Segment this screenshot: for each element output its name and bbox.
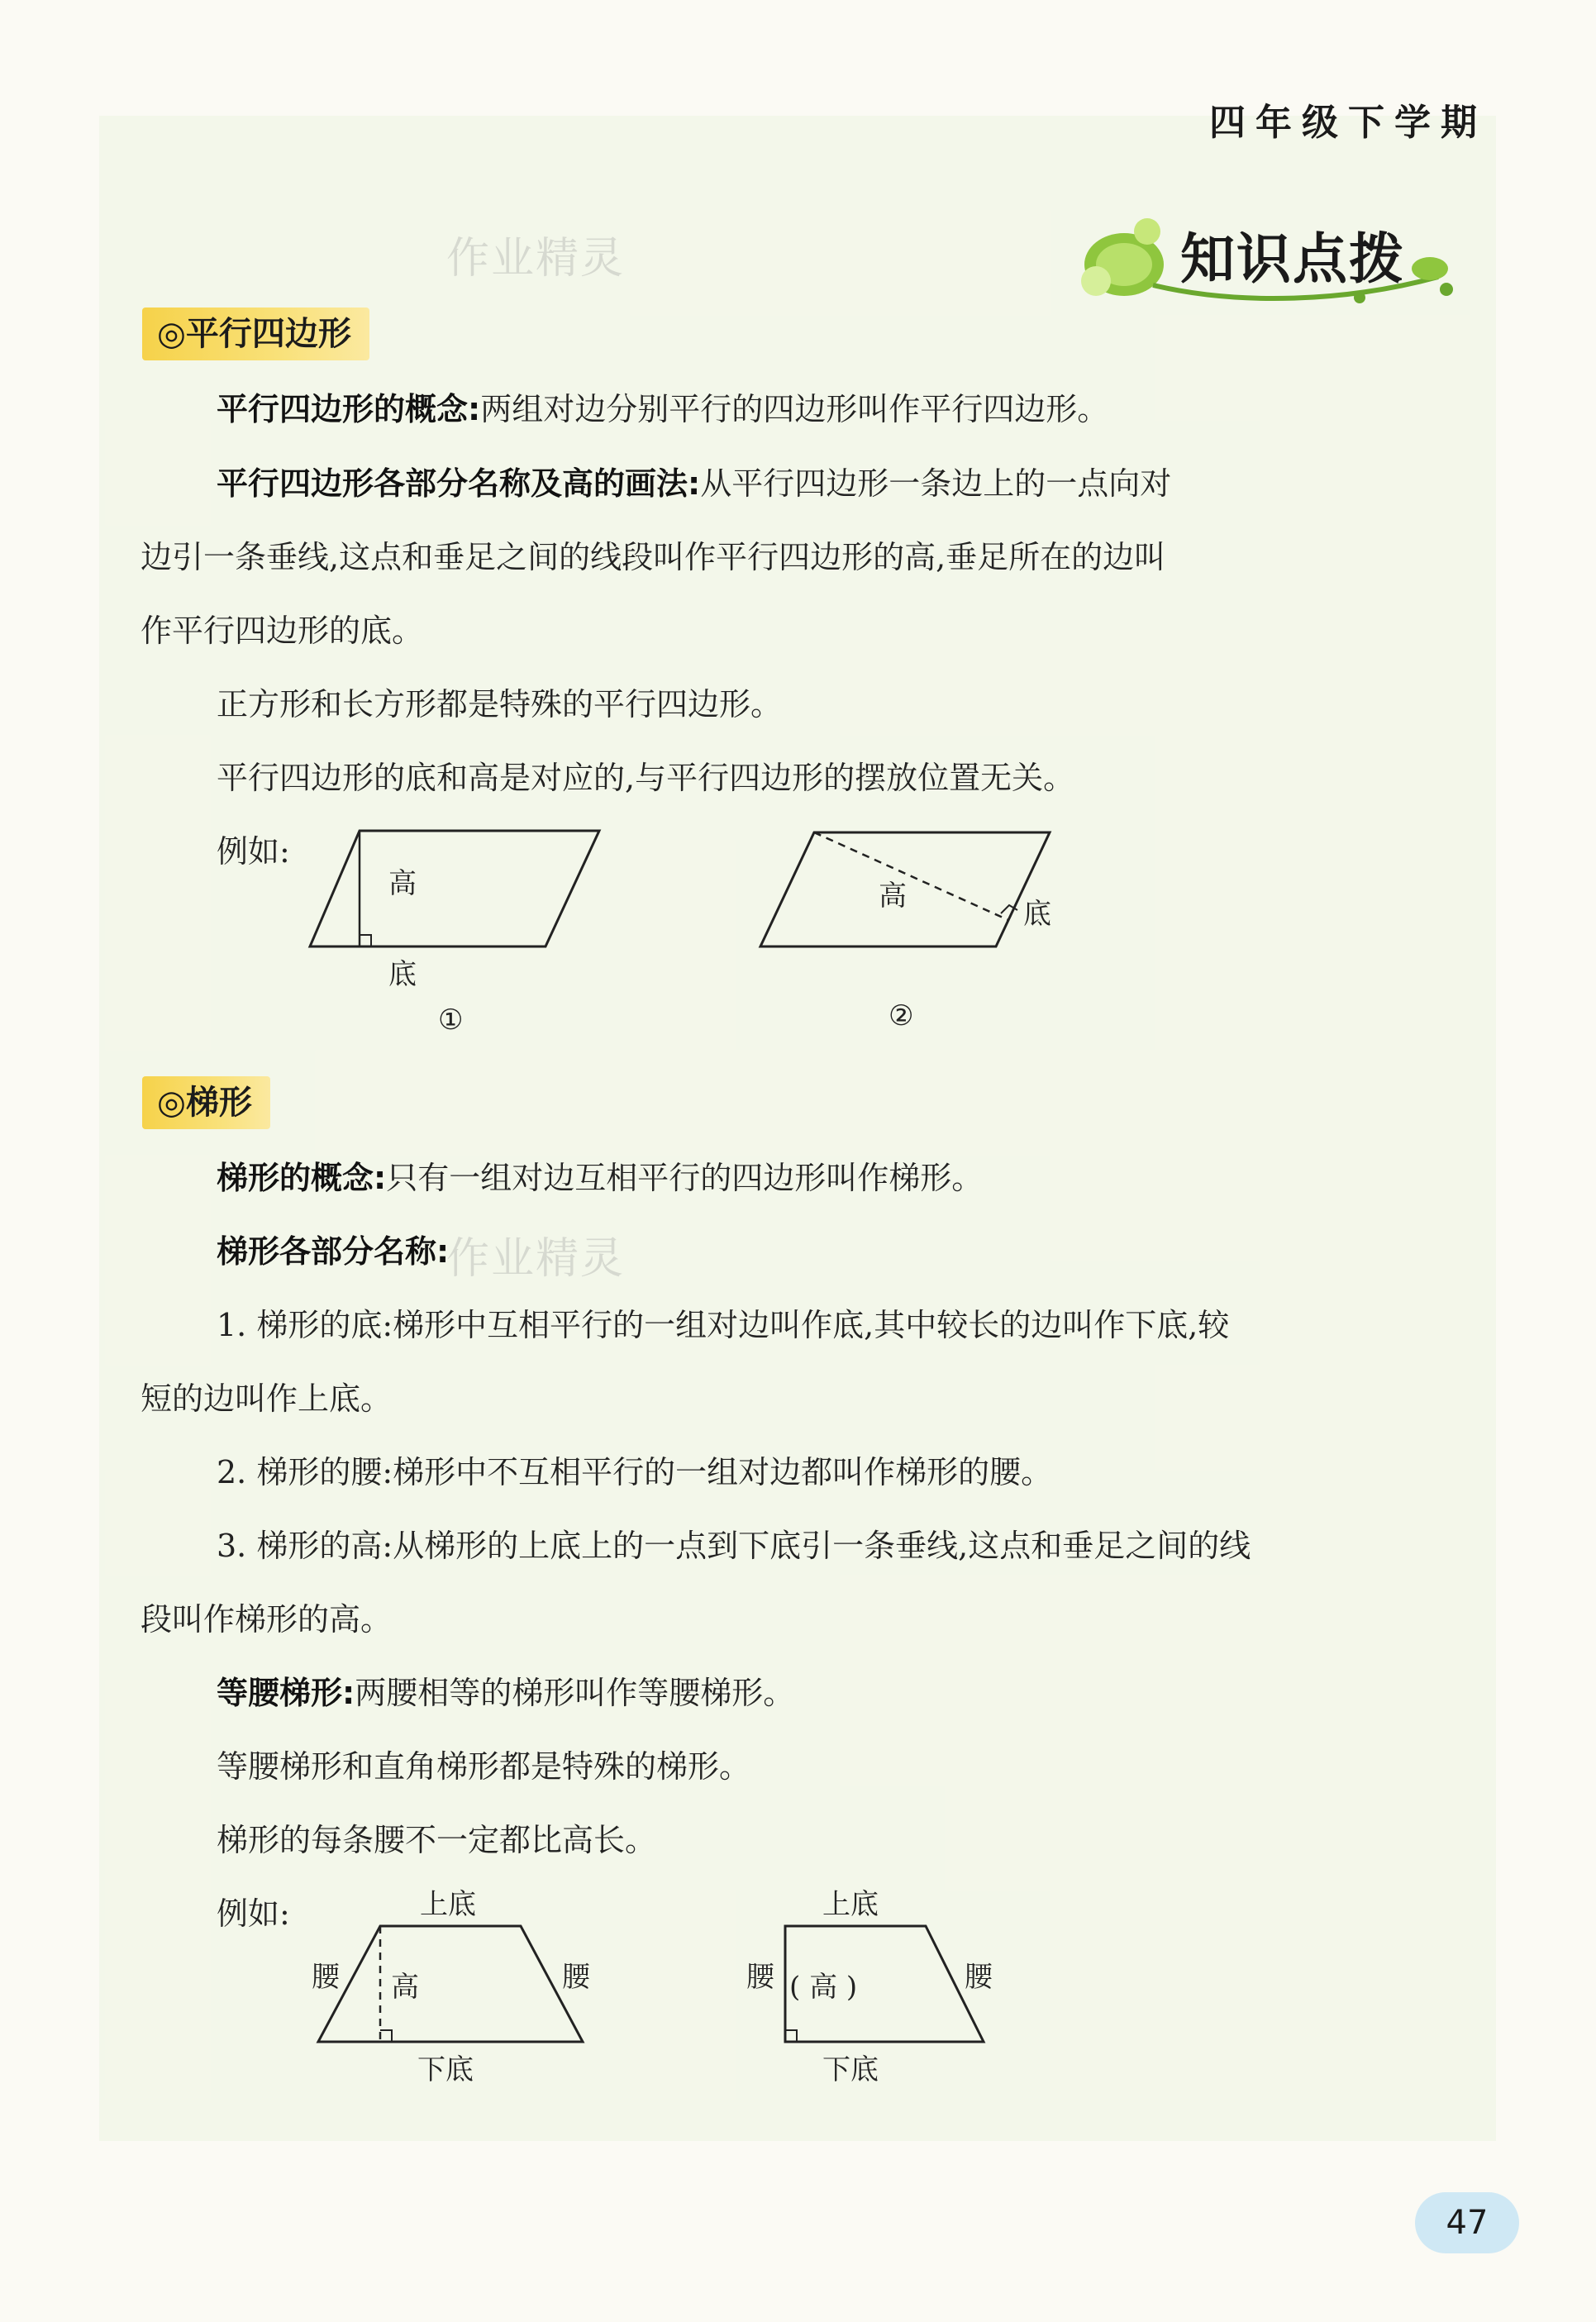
banner-title: 知识点拨 <box>1180 227 1405 291</box>
parallelogram-concept-label: 平行四边形的概念: <box>217 391 481 427</box>
parallelogram-concept-text: 两组对边分别平行的四边形叫作平行四边形。 <box>480 391 1109 427</box>
trapezoid-parts-label: 梯形各部分名称: <box>217 1233 450 1270</box>
trapezoid-concept <box>217 1157 983 1199</box>
fig1-height-label: 高 <box>388 867 417 900</box>
trap2-top-label: 上底 <box>822 1888 879 1921</box>
trap2-height: ( 高 ) <box>789 1971 858 2004</box>
trapezoid-item-2: 2. 梯形的腰:梯形中不互相平行的一组对边都叫作梯形的腰。 <box>217 1454 1053 1490</box>
parallelogram-parts-line3: 作平行四边形的底。 <box>141 613 424 649</box>
fig1-base-label: 底 <box>388 958 417 991</box>
parallelogram-parts <box>217 463 1171 504</box>
parallelogram-figure-2 <box>756 822 1087 1037</box>
knowledge-banner <box>1074 198 1463 310</box>
isosceles-label: 等腰梯形: <box>217 1675 355 1711</box>
watermark: 作业精灵 <box>446 234 626 284</box>
fig1-caption: ① <box>438 1004 464 1037</box>
parallelogram-concept <box>217 389 1108 430</box>
fig2-caption: ② <box>889 999 914 1032</box>
trap1-bottom-label: 下底 <box>417 2053 474 2086</box>
parallelogram-example-label: 例如: <box>217 833 290 870</box>
trapezoid-concept-label: 梯形的概念: <box>217 1160 387 1196</box>
trapezoid-concept-text: 只有一组对边互相平行的四边形叫作梯形。 <box>386 1160 984 1196</box>
parallelogram-corresponding: 平行四边形的底和高是对应的,与平行四边形的摆放位置无关。 <box>217 760 1075 796</box>
trapezoid-special: 等腰梯形和直角梯形都是特殊的梯形。 <box>217 1748 751 1785</box>
trap1-height: 高 <box>391 1971 419 2004</box>
trap2-leg-left: 腰 <box>746 1961 774 1994</box>
trap2-bottom-label: 下底 <box>822 2053 879 2086</box>
trap1-leg-left: 腰 <box>312 1961 340 1994</box>
isosceles-text: 两腰相等的梯形叫作等腰梯形。 <box>355 1675 795 1711</box>
trap2-leg-right: 腰 <box>965 1961 993 1994</box>
trapezoid-item-1-cont: 短的边叫作上底。 <box>141 1380 393 1417</box>
trapezoid-item-1: 1. 梯形的底:梯形中互相平行的一组对边叫作底,其中较长的边叫作下底,较 <box>217 1307 1230 1343</box>
isosceles-trapezoid <box>217 1672 794 1714</box>
trapezoid-parts <box>217 1231 449 1272</box>
trapezoid-figure-1 <box>302 1876 624 2091</box>
section-tag-parallelogram: ◎平行四边形 <box>142 308 369 360</box>
page-number: 47 <box>1415 2192 1519 2253</box>
parallelogram-parts-line2: 边引一条垂线,这点和垂足之间的线段叫作平行四边形的高,垂足所在的边叫 <box>141 539 1166 575</box>
parallelogram-figure-1 <box>306 822 612 1037</box>
parallelogram-parts-text: 从平行四边形一条边上的一点向对 <box>700 465 1172 502</box>
fig2-base-label: 底 <box>1023 898 1051 931</box>
trapezoid-legs: 梯形的每条腰不一定都比高长。 <box>217 1822 657 1858</box>
parallelogram-special: 正方形和长方形都是特殊的平行四边形。 <box>217 686 783 722</box>
trapezoid-item-3-cont: 段叫作梯形的高。 <box>141 1601 393 1638</box>
section-tag-trapezoid: ◎梯形 <box>142 1076 270 1129</box>
grade-header: 四年级下学期 <box>1209 102 1487 144</box>
trap1-leg-right: 腰 <box>562 1961 590 1994</box>
watermark: 作业精灵 <box>446 1234 626 1284</box>
fig2-height-label: 高 <box>879 880 907 913</box>
parallelogram-parts-label: 平行四边形各部分名称及高的画法: <box>217 465 701 502</box>
trapezoid-example-label: 例如: <box>217 1895 290 1932</box>
trapezoid-item-3: 3. 梯形的高:从梯形的上底上的一点到下底引一条垂线,这点和垂足之间的线 <box>217 1528 1251 1564</box>
trapezoid-figure-2 <box>740 1876 1012 2091</box>
trap1-top-label: 上底 <box>420 1888 476 1921</box>
